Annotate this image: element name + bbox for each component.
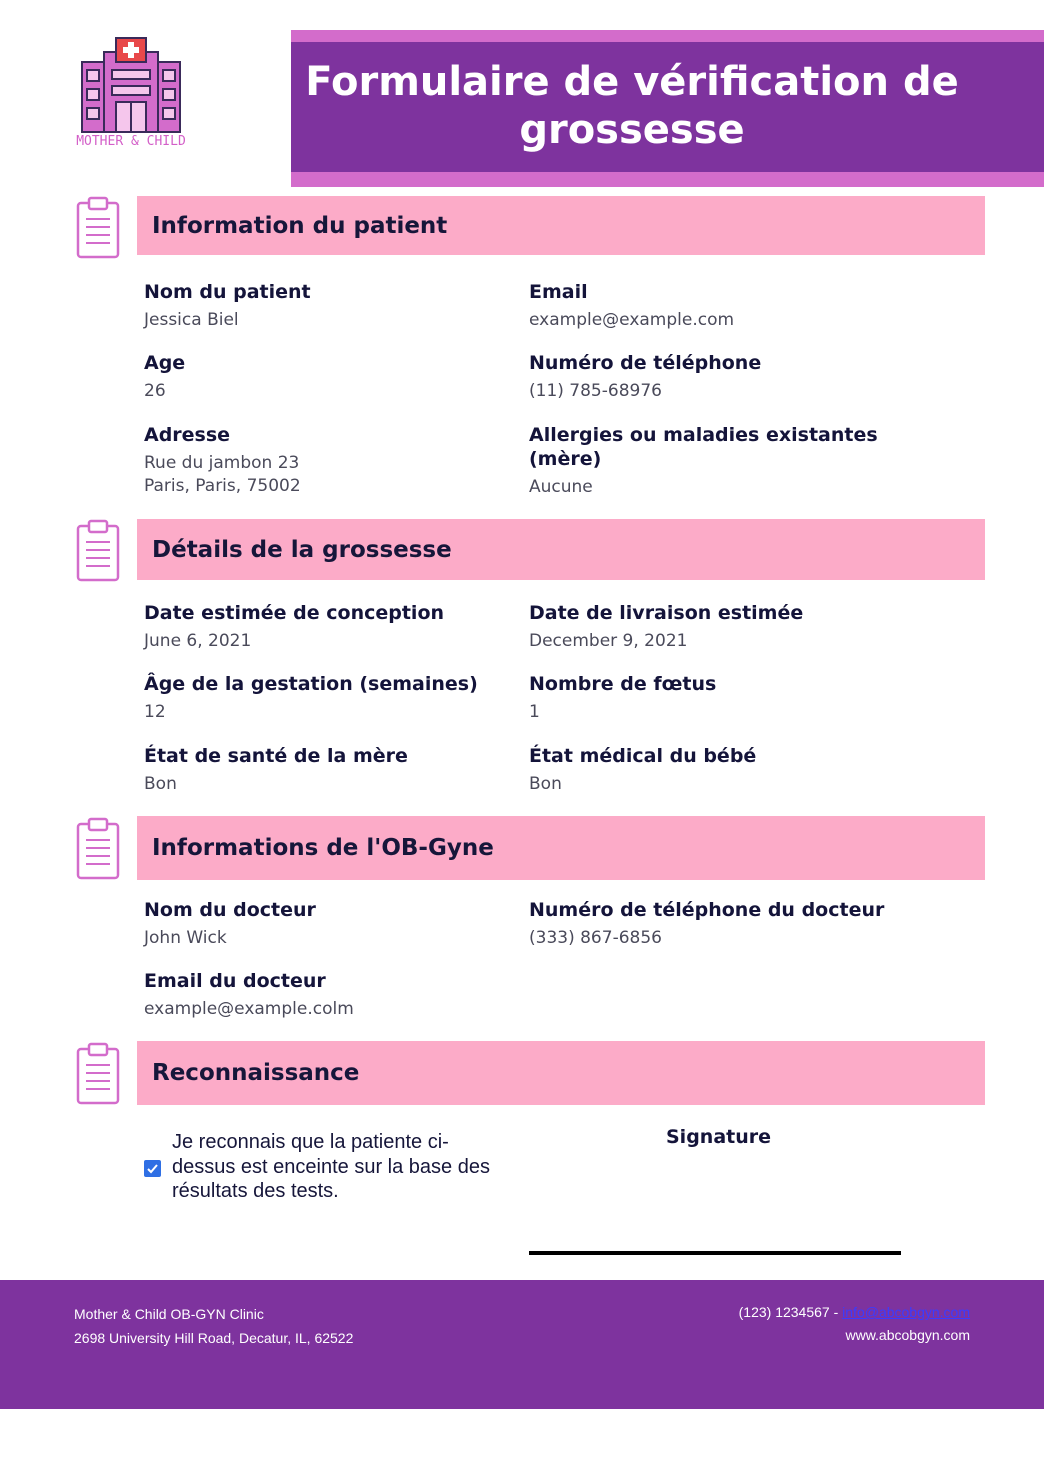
field-value: example@example.com bbox=[529, 310, 735, 330]
field-label: État de santé de la mère bbox=[144, 745, 408, 767]
section-header-acknowledgement bbox=[137, 1041, 985, 1105]
field-mother-health bbox=[144, 744, 514, 796]
field-gestation-age bbox=[144, 672, 514, 724]
acknowledgement-checkbox[interactable] bbox=[144, 1160, 161, 1177]
field-baby-health bbox=[529, 744, 899, 796]
field-label: Âge de la gestation (semaines) bbox=[144, 673, 478, 695]
section-header-patient bbox=[137, 196, 985, 255]
footer-clinic-name: Mother & Child OB-GYN Clinic bbox=[74, 1306, 264, 1322]
field-patient-address bbox=[144, 423, 514, 498]
footer-phone-email bbox=[739, 1301, 970, 1324]
field-value bbox=[144, 452, 514, 498]
field-value: 12 bbox=[144, 702, 166, 722]
acknowledgement-text: Je reconnais que la patiente ci-dessus est enceinte sur la base des résultats des tests. bbox=[172, 1131, 490, 1202]
clipboard-icon bbox=[76, 195, 120, 259]
address-line-2: Paris, Paris, 75002 bbox=[144, 476, 301, 496]
field-label: Email bbox=[529, 281, 588, 303]
field-label: Email du docteur bbox=[144, 970, 326, 992]
field-value: Aucune bbox=[529, 477, 593, 497]
field-value: 26 bbox=[144, 381, 166, 401]
field-value: December 9, 2021 bbox=[529, 631, 688, 651]
field-value: (11) 785-68976 bbox=[529, 381, 662, 401]
field-value: example@example.colm bbox=[144, 999, 354, 1019]
field-fetus-count bbox=[529, 672, 899, 724]
section-title: Reconnaissance bbox=[152, 1060, 360, 1086]
signature-line[interactable] bbox=[529, 1251, 901, 1255]
field-patient-name bbox=[144, 280, 514, 332]
field-value: June 6, 2021 bbox=[144, 631, 252, 651]
section-header-pregnancy bbox=[137, 519, 985, 580]
field-doctor-name bbox=[144, 898, 514, 950]
logo-text: MOTHER & CHILD bbox=[76, 134, 186, 149]
field-label: Numéro de téléphone du docteur bbox=[529, 899, 885, 921]
field-label: Allergies ou maladies existantes (mère) bbox=[529, 424, 878, 470]
footer-contact bbox=[739, 1301, 970, 1347]
field-patient-email bbox=[529, 280, 899, 332]
field-label: Nom du docteur bbox=[144, 899, 316, 921]
field-patient-age bbox=[144, 351, 514, 403]
footer-phone: (123) 1234567 - bbox=[738, 1304, 843, 1320]
section-title: Information du patient bbox=[152, 212, 448, 239]
title-band-accent-bottom bbox=[291, 172, 1044, 187]
field-patient-phone bbox=[529, 351, 899, 403]
field-doctor-email bbox=[144, 969, 514, 1021]
signature-label: Signature bbox=[666, 1126, 772, 1148]
field-value: Bon bbox=[529, 774, 562, 794]
address-line-1: Rue du jambon 23 bbox=[144, 453, 300, 473]
clipboard-icon bbox=[76, 816, 120, 880]
page-title: Formulaire de vérification de grossesse bbox=[305, 59, 959, 153]
clipboard-icon bbox=[76, 1041, 120, 1105]
field-label: Nombre de fœtus bbox=[529, 673, 717, 695]
section-title: Informations de l'OB-Gyne bbox=[152, 835, 494, 861]
field-value: John Wick bbox=[144, 928, 227, 948]
checkmark-icon bbox=[146, 1162, 159, 1175]
field-label: Date de livraison estimée bbox=[529, 602, 804, 624]
field-value: Bon bbox=[144, 774, 177, 794]
footer-website[interactable]: www.abcobgyn.com bbox=[845, 1327, 970, 1343]
footer bbox=[0, 1280, 1044, 1409]
title-band-accent-top bbox=[291, 30, 1044, 42]
field-value: (333) 867-6856 bbox=[529, 928, 662, 948]
section-header-obgyn bbox=[137, 816, 985, 880]
footer-address: 2698 University Hill Road, Decatur, IL, 62522 bbox=[74, 1330, 354, 1346]
field-patient-allergies bbox=[529, 423, 879, 499]
field-label: Adresse bbox=[144, 424, 231, 446]
clipboard-icon bbox=[76, 518, 120, 582]
field-delivery-date bbox=[529, 601, 899, 653]
clinic-logo bbox=[76, 36, 186, 154]
field-conception-date bbox=[144, 601, 514, 653]
footer-clinic-info bbox=[74, 1302, 353, 1350]
field-label: Numéro de téléphone bbox=[529, 352, 762, 374]
field-value: Jessica Biel bbox=[144, 310, 239, 330]
hospital-icon bbox=[76, 36, 186, 134]
field-label: Date estimée de conception bbox=[144, 602, 445, 624]
footer-email-link[interactable]: info@abcobgyn.com bbox=[842, 1304, 970, 1320]
section-title: Détails de la grossesse bbox=[152, 536, 452, 563]
field-label: Age bbox=[144, 352, 186, 374]
field-value: 1 bbox=[529, 702, 540, 722]
field-doctor-phone bbox=[529, 898, 899, 950]
field-label: État médical du bébé bbox=[529, 745, 757, 767]
field-label: Nom du patient bbox=[144, 281, 311, 303]
